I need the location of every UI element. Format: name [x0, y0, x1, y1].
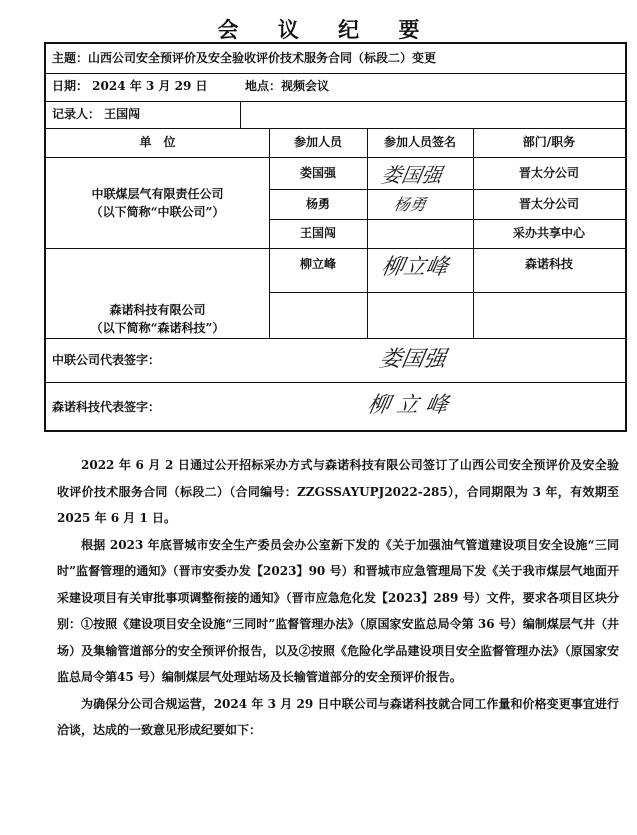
row-line	[46, 157, 625, 158]
row-line	[269, 189, 625, 190]
attendee-department: 晋太分公司	[518, 197, 579, 211]
row-line	[46, 101, 625, 102]
meeting-subject: 主题：山西公司安全预评价及安全验收评价技术服务合同（标段二）变更	[52, 51, 437, 65]
org2-alias: （以下简称“森诺科技”）	[90, 321, 225, 335]
paragraph: 2022 年 6 月 2 日通过公开招标采办方式与森诺科技有限公司签订了山西公司安全预评价及安全验收评价技术服务合同（标段二）（合同编号：ZZGSSAYUPJ2022-285），合同期限为 3 年，有效期至 2025 年 6 月 1 日。	[57, 458, 619, 525]
attendee-name: 王国闯	[299, 226, 336, 240]
attendee-name: 柳立峰	[299, 257, 336, 271]
rep2-label: 森诺科技代表签字：	[52, 400, 161, 414]
org1-name: 中联煤层气有限责任公司	[91, 187, 224, 201]
rep1-signature: 娄国强	[377, 347, 448, 372]
attendee-signature: 杨勇	[392, 195, 428, 214]
paragraph: 根据 2023 年底晋城市安全生产委员会办公室新下发的《关于加强油气管道建设项目安全设施“三同时”监督管理的通知》（晋市安委办发【2023】90 号）和晋城市应急管理局下发《关于我市煤层气地面开采建设项目有关审批事项调整衔接的通知》（晋市应急危化发【2023】289 号）文件，要求各项目区块分别：①按照《建设项目安全设施“三同时”监督管理办法》（原国家安监总局令第 36 号）编制煤层气井（井场）及集输管道部分的安全预评价报告，以及②按照《危险化学品建设项目安全监督管理办法》（原国家安监总局令第45 号）编制煤层气处理站场及长输管道部分的安全预评价报告。	[57, 537, 619, 684]
attendee-signature: 柳立峰	[379, 255, 450, 280]
row-line	[269, 292, 625, 293]
meeting-location: 地点：视频会议	[245, 79, 330, 93]
row-line	[46, 73, 625, 74]
rep2-signature: 柳 立 峰	[365, 393, 450, 418]
header-attendee: 参加人员	[293, 135, 342, 149]
attendee-name: 娄国强	[299, 166, 336, 180]
paragraph: 为确保分公司合规运营，2024 年 3 月 29 日中联公司与森诺科技就合同工作量和价格变更事宜进行洽谈，达成的一致意见形成纪要如下：	[57, 696, 619, 737]
header-signature: 参加人员签名	[383, 135, 456, 149]
col-line	[367, 128, 368, 338]
meeting-info-table	[44, 42, 627, 432]
header-department: 部门/职务	[522, 135, 576, 149]
row-line	[46, 338, 625, 339]
org2-name: 森诺科技有限公司	[109, 303, 206, 317]
attendee-name: 杨勇	[305, 197, 330, 211]
org1-alias: （以下简称“中联公司”）	[90, 205, 225, 219]
attendee-signature: 娄国强	[379, 163, 444, 187]
col-line	[240, 101, 241, 128]
row-line	[46, 248, 625, 249]
attendee-department: 晋太分公司	[518, 166, 579, 180]
row-line	[46, 382, 625, 383]
meeting-recorder: 记录人： 王国闯	[52, 107, 141, 121]
header-unit: 单 位	[139, 135, 176, 149]
attendee-department: 森诺科技	[524, 257, 573, 271]
meeting-date: 日期： 2024 年 3 月 29 日	[52, 79, 208, 93]
row-line	[269, 219, 625, 220]
row-line	[46, 128, 625, 129]
rep1-label: 中联公司代表签字：	[52, 353, 161, 367]
document-title: 会 议 纪 要	[217, 17, 436, 42]
attendee-department: 采办共享中心	[512, 226, 585, 240]
minutes-body	[57, 452, 619, 744]
